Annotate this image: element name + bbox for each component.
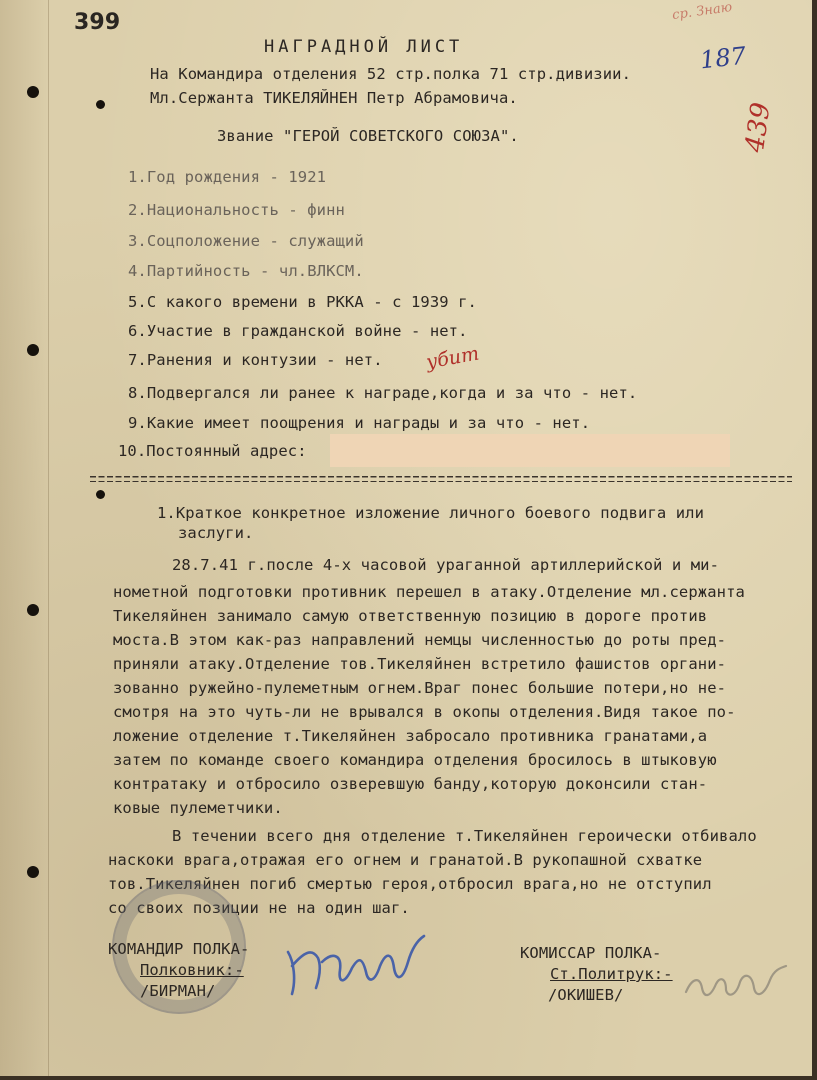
commander-signature [282,922,432,1002]
archive-page-number: 399 [74,10,121,35]
double-dashed-separator [90,476,792,482]
field-10: 10.Постоянный адрес: [118,442,307,460]
body-line: наскоки врага,отражая его огнем и гранатой.В рукопашной схватке [108,851,703,869]
section-heading-cont: заслуги. [178,524,254,542]
section-heading: 1.Краткое конкретное изложение личного боевого подвига или [157,504,705,522]
body-line: моста.В этом как-раз направлений немцы численностью до роты пред- [113,631,727,649]
field-2: 2.Национальность - финн [128,201,345,219]
paper-fold [48,0,49,1076]
archive-number-right: 187 [698,41,748,75]
field-9: 9.Какие имеет поощрения и награды и за что - нет. [128,414,591,432]
field-6: 6.Участие в гражданской войне - нет. [128,322,468,340]
body-line: зованно ружейно-пулеметным огнем.Враг понес большие потери,но не- [113,679,727,697]
left-signatory-title: КОМАНДИР ПОЛКА- [108,940,250,958]
body-line: тов.Тикеляйнен погиб смертью героя,отбросил врага,но не отступил [108,875,712,893]
right-signatory-title: КОМИССАР ПОЛКА- [520,944,662,962]
subject-line-1: На Командира отделения 52 стр.полка 71 стр.дивизии. [150,65,632,83]
punch-hole [27,86,39,98]
right-signatory-name: /ОКИШЕВ/ [548,986,624,1004]
body-line: В течении всего дня отделение т.Тикеляйнен героически отбивало [172,827,757,845]
right-signatory-rank: Ст.Политрук:- [550,965,673,983]
subject-line-2: Мл.Сержанта ТИКЕЛЯЙНЕН Петр Абрамовича. [150,89,518,107]
body-line: нометной подготовки противник перешел в атаку.Отделение мл.сержанта [113,583,745,601]
document-title: НАГРАДНОЙ ЛИСТ [264,37,464,57]
left-signatory-rank: Полковник:- [140,961,244,979]
body-line: 28.7.41 г.после 4-х часовой ураганной артиллерийской и ми- [172,556,720,574]
field-8: 8.Подвергался ли ранее к награде,когда и за что - нет. [128,384,638,402]
left-signatory-name: /БИРМАН/ [140,982,216,1000]
punch-hole [27,604,39,616]
field-5: 5.С какого времени в РККА - с 1939 г. [128,293,477,311]
field-3: 3.Соцположение - служащий [128,232,364,250]
binding-hole [96,100,105,109]
body-line: ложение отделение т.Тикеляйнен забросало противника гранатами,а [113,727,708,745]
punch-hole [27,866,39,878]
body-line: приняли атаку.Отделение тов.Тикеляйнен встретило фашистов органи- [113,655,727,673]
commissar-signature [682,958,792,1008]
body-line: Тикеляйнен занимало самую ответственную позицию в дороге против [113,607,708,625]
body-line: контратаку и отбросило озверевшую банду,которую доконсили стан- [113,775,708,793]
body-line: затем по команде своего командира отделения бросилось в штыковую [113,751,717,769]
field-1: 1.Год рождения - 1921 [128,168,327,186]
binding-hole [96,490,105,499]
body-line: со своих позиции не на один шаг. [108,899,410,917]
field-7: 7.Ранения и контузии - нет. [128,351,383,369]
redacted-address [330,434,730,467]
field-4: 4.Партийность - чл.ВЛКСМ. [128,262,364,280]
corner-note: ср. Знаю [671,0,734,24]
red-archive-number: 439 [740,100,777,155]
body-line: смотря на это чуть-ли не врывался в окопы отделения.Видя такое по- [113,703,736,721]
handwritten-note: убит [424,342,481,374]
award-line: Звание "ГЕРОЙ СОВЕТСКОГО СОЮЗА". [217,127,519,145]
body-line: ковые пулеметчики. [113,799,283,817]
punch-hole [27,344,39,356]
